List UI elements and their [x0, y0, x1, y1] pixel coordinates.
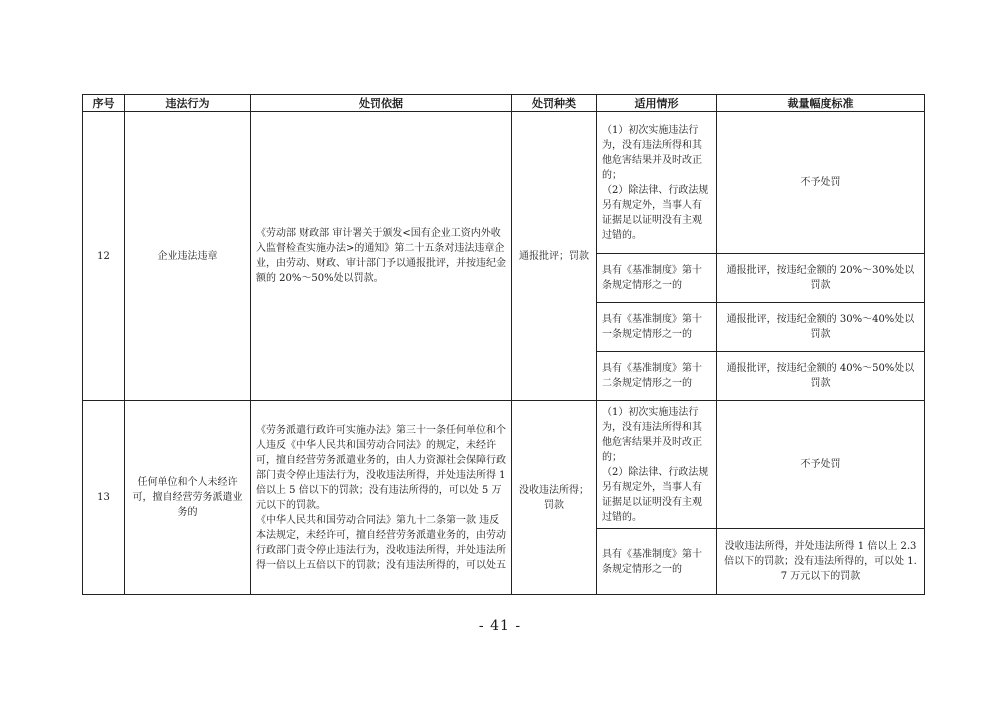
row-standard: 不予处罚: [717, 112, 925, 254]
row-seq: 12: [83, 112, 125, 401]
row-standard: 没收违法所得，并处违法所得 1 倍以上 2.3 倍以下的罚款；没有违法所得的，可以处 1.7 万元以下的罚款: [717, 529, 925, 595]
row-basis: 《劳动部 财政部 审计署关于颁发<国有企业工资内外收入监督检查实施办法>的通知》第二十五条对违法违章企业，由劳动、财政、审计部门予以通报批评，并按违纪金额的 20%～50%处以罚款。: [251, 112, 512, 401]
row-penalty-type: 没收违法所得；罚款: [512, 401, 597, 595]
header-situation: 适用情形: [597, 95, 717, 112]
row-standard: 通报批评，按违纪金额的 40%～50%处以罚款: [717, 352, 925, 401]
table-row: [83, 112, 925, 254]
penalty-table: [82, 94, 925, 595]
row-standard: 通报批评，按违纪金额的 30%～40%处以罚款: [717, 303, 925, 352]
row-standard: 通报批评，按违纪金额的 20%～30%处以罚款: [717, 254, 925, 303]
row-penalty-type: 通报批评；罚款: [512, 112, 597, 401]
page-number: - 41 -: [478, 618, 522, 634]
row-behavior: 企业违法违章: [125, 112, 251, 401]
row-behavior: 任何单位和个人未经许可，擅自经营劳务派遣业务的: [125, 401, 251, 595]
row-situation: （1）初次实施违法行为，没有违法所得和其他危害结果并及时改正的； （2）除法律、行政法规另有规定外，当事人有证据足以证明没有主观过错的。: [597, 112, 717, 254]
header-basis: 处罚依据: [251, 95, 512, 112]
header-penalty-type: 处罚种类: [512, 95, 597, 112]
row-situation: 具有《基准制度》第十条规定情形之一的: [597, 529, 717, 595]
row-situation: 具有《基准制度》第十一条规定情形之一的: [597, 303, 717, 352]
table-row: [83, 401, 925, 529]
row-standard: 不予处罚: [717, 401, 925, 529]
header-standard: 裁量幅度标准: [717, 95, 925, 112]
row-situation: （1）初次实施违法行为，没有违法所得和其他危害结果并及时改正的； （2）除法律、行政法规另有规定外，当事人有证据足以证明没有主观过错的。: [597, 401, 717, 529]
row-situation: 具有《基准制度》第十二条规定情形之一的: [597, 352, 717, 401]
row-basis: 《劳务派遣行政许可实施办法》第三十一条任何单位和个人违反《中华人民共和国劳动合同法》的规定，未经许可，擅自经营劳务派遣业务的，由人力资源社会保障行政部门责令停止违法行为，没收违法所得，并处违法所得 1 倍以上 5 倍以下的罚款；没有违法所得的，可以处 5 万元以下的罚款。 《中华人民共和国劳动合同法》第九十二条第一款 违反本法规定，未经许可，擅自经营劳务派遣业务的，由劳动行政部门责令停止违法行为，没收违法所得，并处违法所得一倍以上五倍以下的罚款；没有违法所得的，可以处五: [251, 401, 512, 595]
row-situation: 具有《基准制度》第十条规定情形之一的: [597, 254, 717, 303]
header-behavior: 违法行为: [125, 95, 251, 112]
header-seq: 序号: [83, 95, 125, 112]
table-header-row: [83, 95, 925, 112]
row-seq: 13: [83, 401, 125, 595]
